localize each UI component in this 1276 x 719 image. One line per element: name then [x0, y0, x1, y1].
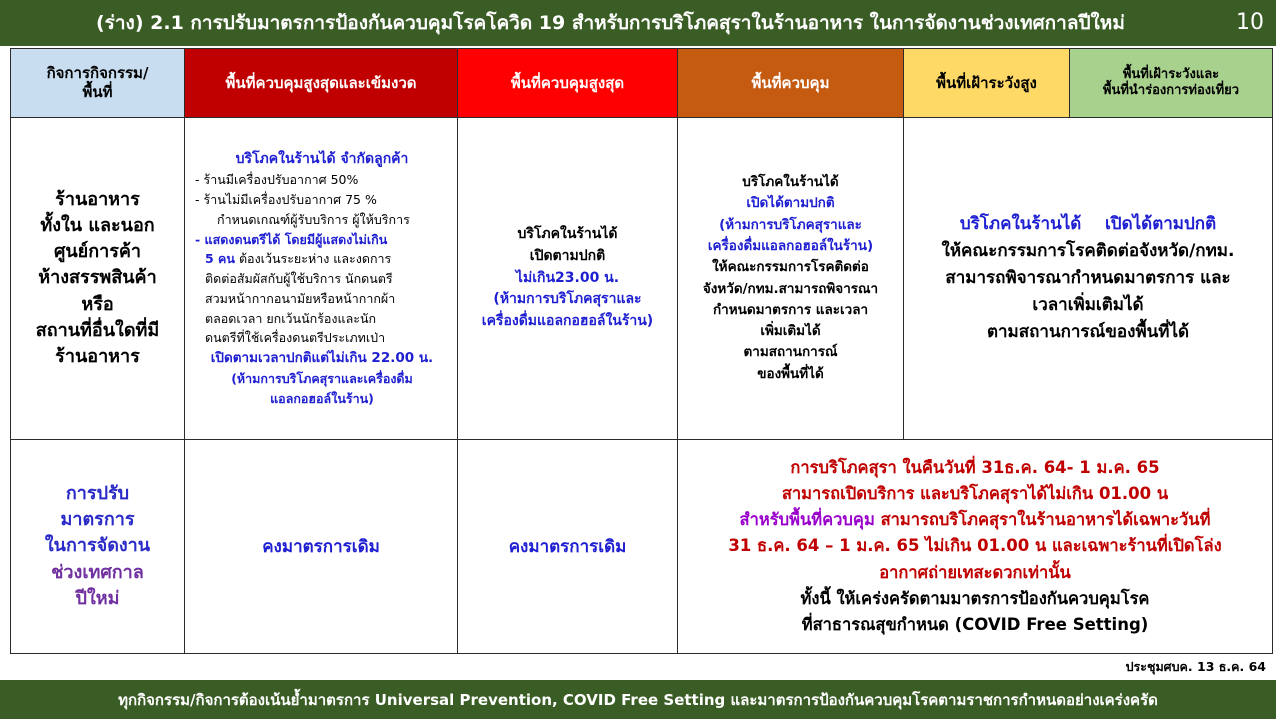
cell-line: 31 ธ.ค. 64 – 1 ม.ค. 65 ไม่เกิน 01.00 น และเฉพาะร้านที่เปิดโล่ง	[728, 536, 1222, 556]
label-line: ห้างสรรพสินค้า	[38, 267, 157, 289]
header-control-zone: พื้นที่ควบคุม	[678, 49, 904, 118]
cell-line: บริโภคในร้านได้ เปิดได้ตามปกติ	[959, 213, 1217, 234]
restaurant-row	[11, 118, 1273, 440]
header-max-strict-zone: พื้นที่ควบคุมสูงสุดและเข้มงวด	[185, 49, 458, 118]
cell-note: (ห้ามการบริโภคสุราและเครื่องดื่ม	[231, 371, 413, 387]
label-line: ศูนย์การค้า	[53, 241, 142, 263]
newyear-row-label	[11, 440, 185, 654]
header-activity-area	[11, 49, 185, 118]
page-number: 10	[1236, 10, 1264, 35]
header-row	[11, 49, 1273, 118]
max-zone-restaurant-cell	[458, 118, 678, 440]
cell-line: บริโภคในร้านได้	[517, 226, 618, 243]
label-line: ร้านอาหาร	[55, 345, 140, 367]
header-watch-line1: พื้นที่เฝ้าระวังและ	[1122, 66, 1220, 82]
cell-line: ตามสถานการณ์	[743, 344, 838, 361]
cell-line-rest: สามารถบริโภคสุราในร้านอาหารได้เฉพาะวันที่	[874, 510, 1211, 530]
cell-line: เปิดตามปกติ	[529, 247, 606, 264]
cell-line: ให้คณะกรรมการโรคติดต่อจังหวัด/กทม.	[941, 240, 1235, 261]
cell-line	[195, 249, 449, 269]
cell-line: อากาศถ่ายเทสะดวกเท่านั้น	[879, 562, 1071, 582]
cell-line: - แสดงดนตรีได้ โดยมีผู้แสดงไม่เกิน	[195, 231, 388, 247]
label-line: หรือ	[81, 293, 114, 315]
label-line: ช่วงเทศกาล	[51, 561, 144, 583]
cell-line: (ห้ามการบริโภคสุราและ	[719, 216, 862, 233]
max-zone-newyear-cell: คงมาตรการเดิม	[458, 440, 678, 654]
cell-line: เพิ่มเติมได้	[760, 323, 821, 340]
header-watch-tourism-zone	[1070, 49, 1273, 118]
cell-line: การบริโภคสุรา ในคืนวันที่ 31ธ.ค. 64- 1 ม.ค. 65	[790, 458, 1160, 478]
cell-line: ตามสถานการณ์ของพื้นที่ได้	[986, 322, 1190, 343]
bottom-bar	[0, 680, 1276, 719]
label-line: สถานที่อื่นใดที่มี	[35, 319, 160, 341]
cell-line: เวลาเพิ่มเติมได้	[1032, 295, 1144, 316]
cell-line: บริโภคในร้านได้	[742, 173, 839, 190]
watch-zones-restaurant-cell	[904, 118, 1273, 440]
bottom-message: ทุกกิจกรรม/กิจการต้องเน้นย้ำมาตรการ Universal Prevention, COVID Free Setting และมาตรการป้องกันควบคุมโรคตามราชการกำหนดอย่างเคร่งครัด	[118, 690, 1158, 709]
cell-line: ดนตรีที่ใช้เครื่องดนตรีประเภทเป่า	[205, 330, 386, 346]
label-line: การปรับ	[65, 483, 130, 505]
label-line: มาตรการ	[60, 509, 135, 531]
cell-line: จังหวัด/กทม.สามารถพิจารณา	[702, 280, 879, 297]
max-strict-zone-newyear-cell: คงมาตรการเดิม	[185, 440, 458, 654]
label-line: ร้านอาหาร	[55, 189, 140, 211]
header-high-watch-zone: พื้นที่เฝ้าระวังสูง	[904, 49, 1070, 118]
control-zone-phrase: สำหรับพื้นที่ควบคุม	[739, 510, 875, 530]
measures-table	[10, 48, 1273, 654]
cell-line: เครื่องดื่มแอลกอฮอล์ในร้าน)	[707, 237, 874, 254]
restaurant-row-label	[11, 118, 185, 440]
cell-line: ไม่เกิน23.00 น.	[515, 269, 620, 286]
header-activity-line1: กิจการกิจกรรม/	[46, 64, 149, 83]
cell-line: เปิดตามเวลาปกติแต่ไม่เกิน 22.00 น.	[210, 350, 434, 367]
cell-line: - ร้านมีเครื่องปรับอากาศ 50%	[195, 172, 359, 188]
cell-line: เครื่องดื่มแอลกอฮอล์ในร้าน)	[481, 313, 654, 330]
cell-heading: บริโภคในร้านได้ จำกัดลูกค้า	[235, 151, 409, 168]
cell-line-rest: ต้องเว้นระยะห่าง และงดการ	[234, 251, 392, 267]
control-zone-restaurant-cell	[678, 118, 904, 440]
cell-note: แอลกอฮอล์ในร้าน)	[270, 391, 374, 407]
cell-line: ให้คณะกรรมการโรคติดต่อ	[712, 259, 869, 276]
label-line: ในการจัดงาน	[44, 535, 151, 557]
label-line: ทั้งใน และนอก	[40, 215, 155, 237]
cell-line: ติดต่อสัมผัสกับผู้ใช้บริการ นักดนตรี	[205, 271, 393, 287]
cell-line: สามารถเปิดบริการ และบริโภคสุราได้ไม่เกิน 01.00 น	[781, 484, 1169, 504]
measures-table-container	[10, 48, 1272, 654]
header-activity-line2: พื้นที่	[82, 83, 113, 101]
other-zones-newyear-cell	[678, 440, 1273, 654]
cell-line: สวมหน้ากากอนามัยหรือหน้ากากผ้า	[205, 290, 396, 306]
title-bar	[0, 0, 1276, 46]
cell-line: (ห้ามการบริโภคสุราและ	[493, 291, 642, 308]
header-max-zone: พื้นที่ควบคุมสูงสุด	[458, 49, 678, 118]
cell-line: ที่สาธารณสุขกำหนด (COVID Free Setting)	[801, 614, 1149, 634]
newyear-row	[11, 440, 1273, 654]
cell-line: ของพื้นที่ได้	[757, 365, 824, 382]
cell-line: กำหนดมาตรการ และเวลา	[712, 301, 869, 318]
page-title: (ร่าง) 2.1 การปรับมาตรการป้องกันควบคุมโรคโควิด 19 สำหรับการบริโภคสุราในร้านอาหาร ในการจัดงานช่วงเทศกาลปีใหม่	[96, 12, 1125, 34]
cell-line: กำหนดเกณฑ์ผู้รับบริการ ผู้ให้บริการ	[217, 211, 410, 227]
cell-line: เปิดได้ตามปกติ	[746, 195, 835, 212]
cell-line: ตลอดเวลา ยกเว้นนักร้องและนัก	[205, 310, 377, 326]
cell-line: - ร้านไม่มีเครื่องปรับอากาศ 75 %	[195, 192, 377, 208]
cell-line: สามารถพิจารณากำหนดมาตรการ และ	[945, 267, 1231, 288]
header-watch-line2: พื้นที่นำร่องการท่องเที่ยว	[1102, 83, 1240, 98]
cell-line: ทั้งนี้ ให้เคร่งครัดตามมาตรการป้องกันควบคุมโรค	[800, 588, 1150, 608]
label-line: ปีใหม่	[75, 587, 120, 609]
max-strict-zone-restaurant-cell	[185, 118, 458, 440]
performer-count: 5 คน	[205, 251, 235, 267]
cell-line	[684, 507, 1266, 533]
source-footnote: ประชุมศบค. 13 ธ.ค. 64	[1125, 659, 1266, 674]
